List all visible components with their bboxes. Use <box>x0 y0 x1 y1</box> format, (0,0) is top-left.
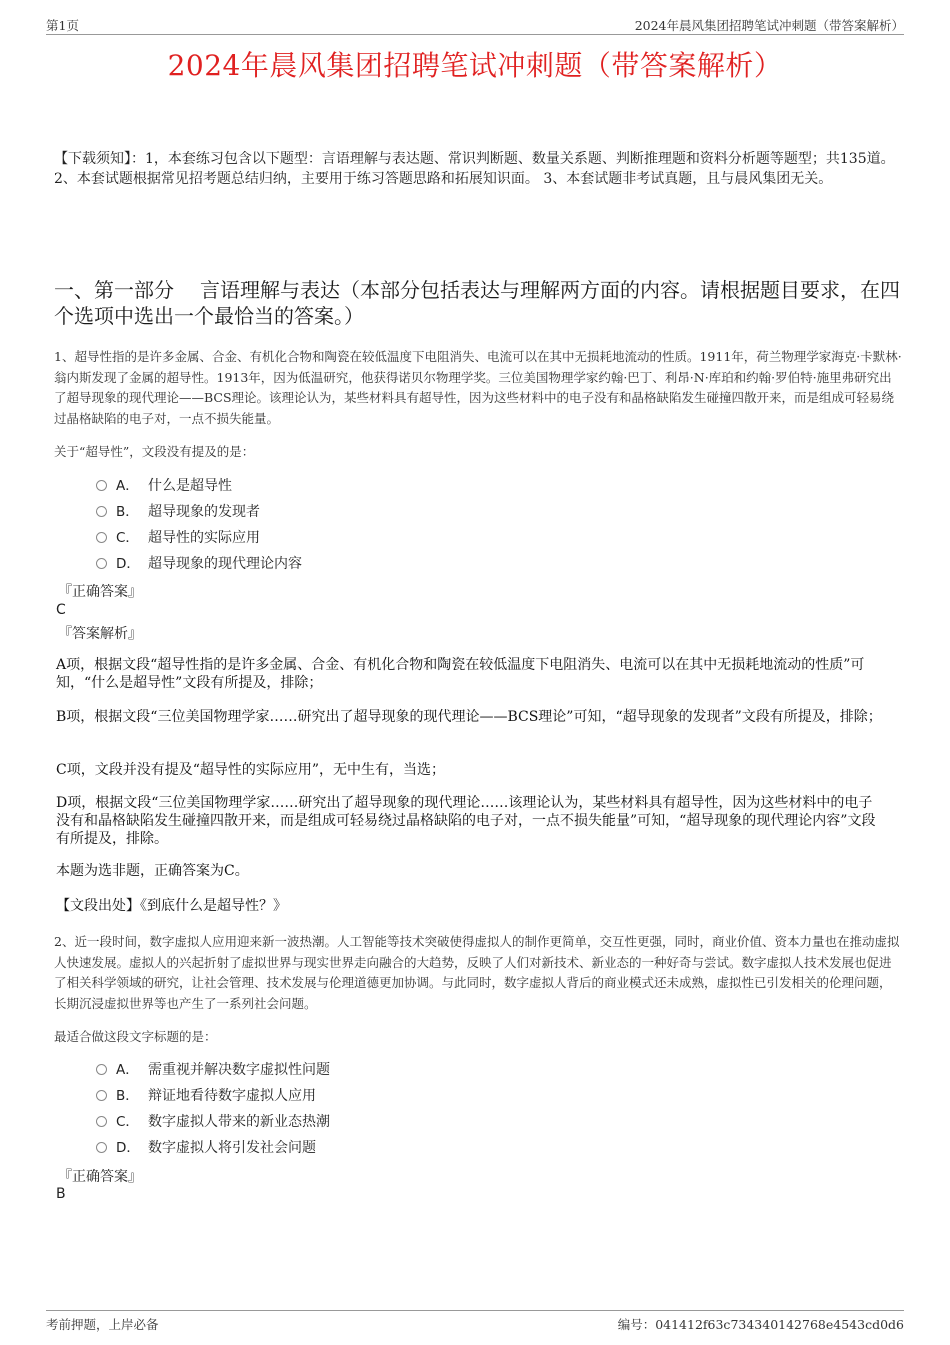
radio-icon[interactable] <box>96 558 107 569</box>
page-footer <box>46 1310 904 1337</box>
header-doc-title: 2024年晨风集团招聘笔试冲刺题（带答案解析） <box>634 18 904 33</box>
q1-answer-label: 『正确答案』 <box>58 584 142 600</box>
q2-stem: 最适合做这段文字标题的是： <box>54 1029 217 1044</box>
radio-icon[interactable] <box>96 1116 107 1127</box>
q1-analysis-b: B项，根据文段“三位美国物理学家……研究出了超导现象的现代理论——BCS理论”可知，“超导现象的发现者”文段有所提及，排除； <box>56 709 882 725</box>
section-text: 言语理解与表达（本部分包括表达与理解两方面的内容。请根据题目要求，在四个选项中选出一个最恰当的答案。） <box>54 278 900 328</box>
footer-slogan: 考前押题，上岸必备 <box>46 1317 159 1332</box>
q1-option-b[interactable]: B． 超导现象的发现者 <box>96 502 260 522</box>
radio-icon[interactable] <box>96 1090 107 1101</box>
q1-source: 【文段出处】《到底什么是超导性？》 <box>56 898 287 914</box>
radio-icon[interactable] <box>96 480 107 491</box>
radio-icon[interactable] <box>96 1142 107 1153</box>
page-header <box>46 14 904 35</box>
q1-conclusion: 本题为选非题，正确答案为C。 <box>56 863 249 879</box>
download-notice: 【下载须知】：1，本套练习包含以下题型：言语理解与表达题、常识判断题、数量关系题、判断推理题和资料分析题等题型；共135道。 2、本套试题根据常见招考题总结归纳，主要用于练习答题思路和拓展知识面。 3、本套试题非考试真题，且与晨风集团无关。 <box>54 151 895 187</box>
q2-answer-label: 『正确答案』 <box>58 1169 142 1185</box>
q2-option-d[interactable]: D． 数字虚拟人将引发社会问题 <box>96 1138 316 1158</box>
radio-icon[interactable] <box>96 532 107 543</box>
q1-analysis-a: A项，根据文段“超导性指的是许多金属、合金、有机化合物和陶瓷在较低温度下电阻消失、电流可以在其中无损耗地流动的性质”可知，“什么是超导性”文段有所提及，排除； <box>56 657 865 691</box>
footer-doc-id: 编号：041412f63c734340142768e4543cd0d6 <box>617 1317 904 1332</box>
q1-option-d[interactable]: D． 超导现象的现代理论内容 <box>96 554 302 574</box>
q2-option-b[interactable]: B． 辩证地看待数字虚拟人应用 <box>96 1086 316 1106</box>
q1-analysis-d: D项，根据文段“三位美国物理学家……研究出了超导现象的现代理论……该理论认为，某些材料具有超导性，因为这些材料中的电子没有和晶格缺陷发生碰撞四散开来，而是组成可轻易绕过晶格缺陷的电子对，一点不损失能量”可知，“超导现象的现代理论内容”文段有所提及，排除。 <box>56 795 876 847</box>
page-number: 第1页 <box>46 18 79 33</box>
q1-option-a[interactable]: A． 什么是超导性 <box>96 476 232 496</box>
q2-passage: 2、近一段时间，数字虚拟人应用迎来新一波热潮。人工智能等技术突破使得虚拟人的制作更简单，交互性更强，同时，商业价值、资本力量也在推动虚拟人快速发展。虚拟人的兴起折射了虚拟世界与现实世界走向融合的大趋势，反映了人们对新技术、新业态的一种好奇与尝试。数字虚拟人技术发展也促进了相关科学领域的研究，让社会管理、技术发展与伦理道德更加协调。与此同时，数字虚拟人背后的商业模式还未成熟，虚拟性已引发相关的伦理问题，长期沉浸虚拟世界等也产生了一系列社会问题。 <box>54 934 900 1011</box>
q1-analysis-label: 『答案解析』 <box>58 626 142 642</box>
q1-passage: 1、超导性指的是许多金属、合金、有机化合物和陶瓷在较低温度下电阻消失、电流可以在其中无损耗地流动的性质。1911年，荷兰物理学家海克·卡默林·翁内斯发现了金属的超导性。1913年，因为低温研究，他获得诺贝尔物理学奖。三位美国物理学家约翰·巴丁、利昂·N·库珀和约翰·罗伯特·施里弗研究出了超导现象的现代理论——BCS理论。该理论认为，某些材料具有超导性，因为这些材料中的电子没有和晶格缺陷发生碰撞四散开来，而是组成可轻易绕过晶格缺陷的电子对，一点不损失能量。 <box>54 349 902 426</box>
q2-option-a[interactable]: A． 需重视并解决数字虚拟性问题 <box>96 1060 330 1080</box>
q2-option-c[interactable]: C． 数字虚拟人带来的新业态热潮 <box>96 1112 330 1132</box>
radio-icon[interactable] <box>96 506 107 517</box>
section-heading <box>54 277 902 329</box>
q1-answer: C <box>56 602 66 618</box>
q1-option-c[interactable]: C． 超导性的实际应用 <box>96 528 260 548</box>
section-prefix: 一、第一部分 <box>54 278 174 302</box>
page-title: 2024年晨风集团招聘笔试冲刺题（带答案解析） <box>167 49 783 82</box>
radio-icon[interactable] <box>96 1064 107 1075</box>
q1-analysis-c: C项，文段并没有提及“超导性的实际应用”，无中生有，当选； <box>56 762 446 778</box>
q1-stem: 关于“超导性”，文段没有提及的是： <box>54 444 255 459</box>
q2-answer: B <box>56 1186 66 1202</box>
